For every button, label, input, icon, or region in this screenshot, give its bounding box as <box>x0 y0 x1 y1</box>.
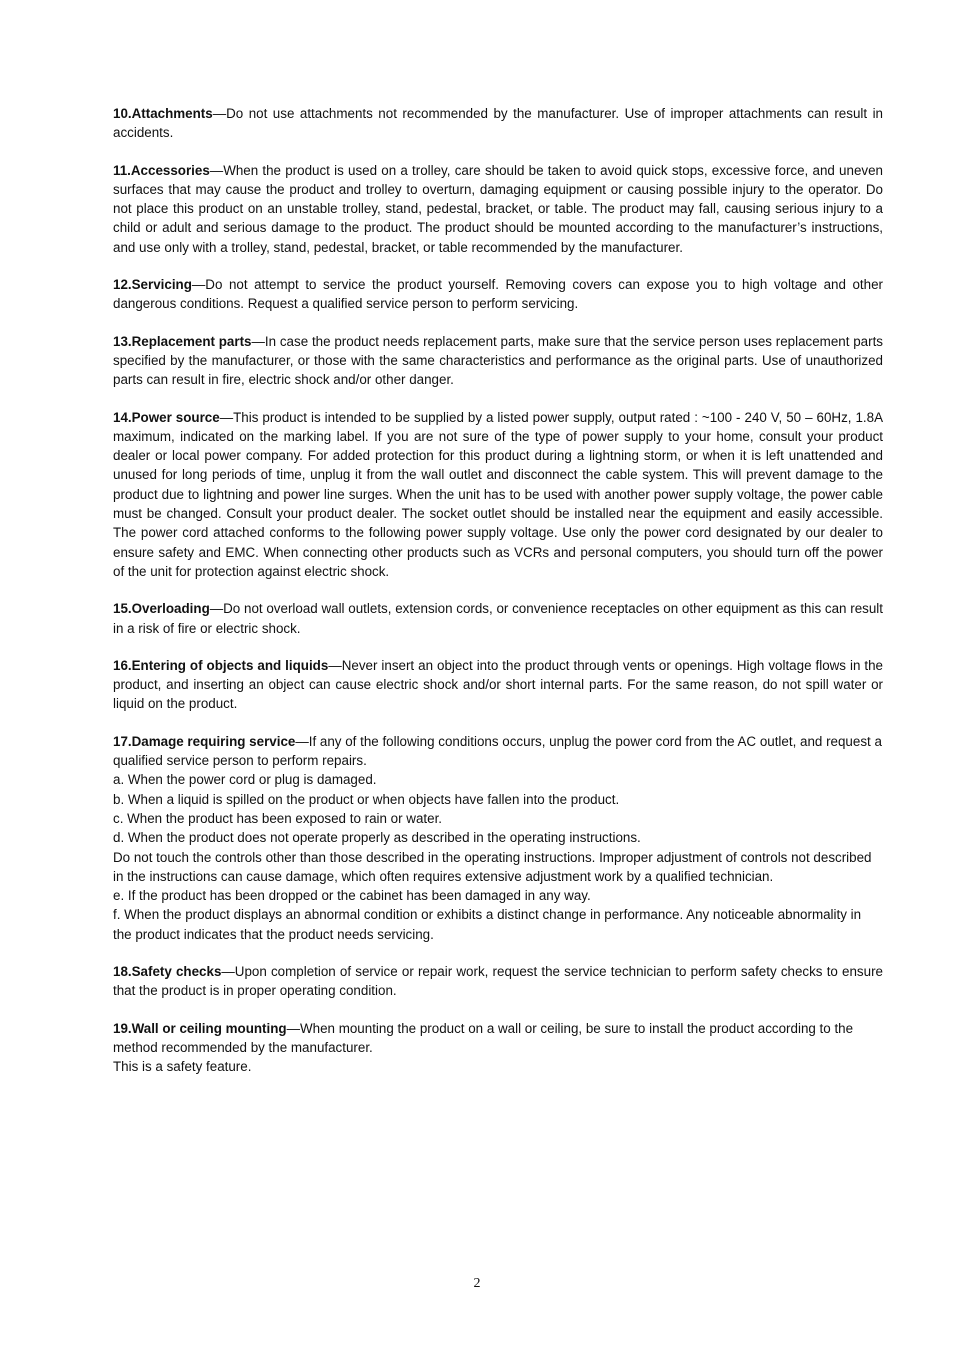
section-text: —When mounting the product on a wall or ceiling, be sure to install the product according to the method recommended by the manufacturer. <box>113 1020 854 1055</box>
section-attachments <box>113 104 883 143</box>
list-item: b. When a liquid is spilled on the product or when objects have fallen into the product. <box>113 791 620 807</box>
section-text: —Do not attempt to service the product yourself. Removing covers can expose you to high voltage and other dangerous conditions. Request a qualified service person to perform servicing. <box>113 277 883 312</box>
safety-feature-note: This is a safety feature. <box>113 1059 252 1075</box>
section-text: —Do not use attachments not recommended by the manufacturer. Use of improper attachments can result in accidents. <box>113 106 883 141</box>
note-text: Do not touch the controls other than those described in the operating instructions. Improper adjustment of controls not described in the instructions can cause damage, which often requires extensive adjustment work by a qualified technician. <box>113 849 872 884</box>
section-heading: 12.Servicing <box>113 277 192 293</box>
paragraph <box>113 599 883 638</box>
section-overloading <box>113 599 883 638</box>
paragraph <box>113 332 883 390</box>
section-text: —Do not overload wall outlets, extension cords, or convenience receptacles on other equipment as this can result in a risk of fire or electric shock. <box>113 601 883 636</box>
page-number: 2 <box>473 1276 481 1291</box>
section-entering-objects <box>113 656 883 714</box>
section-wall-ceiling-mounting <box>113 1019 883 1077</box>
paragraph <box>113 275 883 314</box>
section-heading: 15.Overloading <box>113 601 210 617</box>
section-damage-requiring-service <box>113 732 883 944</box>
paragraph <box>113 962 883 1001</box>
section-text: —This product is intended to be supplied by a listed power supply, output rated : ~100 - 240 V, 50 – 60Hz, 1.8A maximum, indicated on the marking label. If you are not sure of the type of power supply to your home, consult your product dealer or local power company. For added protection for this product during a lightning storm, or when it is left unattended and unused for long periods of time, unplug it from the wall outlet and disconnect the cable system. This will prevent damage to the product due to lightning and power line surges. When the unit has to be used with another power supply voltage, the power cable must be changed. Consult your product dealer. The socket outlet should be installed near the equipment and easily accessible. The power cord attached conforms to the following power supply voltage. Use only the power cord designated by our dealer to ensure safety and EMC. When connecting other products such as VCRs and personal computers, you should turn off the power of the unit for protection against electric shock. <box>113 409 884 579</box>
document-body <box>113 104 883 1094</box>
section-replacement-parts <box>113 332 883 390</box>
section-heading: 16.Entering of objects and liquids <box>113 657 329 673</box>
section-heading: 18.Safety checks <box>113 963 222 979</box>
section-heading: 19.Wall or ceiling mounting <box>113 1020 287 1036</box>
list-item: e. If the product has been dropped or the cabinet has been damaged in any way. <box>113 888 591 904</box>
paragraph <box>113 408 883 582</box>
paragraph <box>113 161 883 257</box>
section-heading: 14.Power source <box>113 409 220 425</box>
section-heading: 17.Damage requiring service <box>113 733 296 749</box>
section-heading: 13.Replacement parts <box>113 333 252 349</box>
list-item: f. When the product displays an abnormal condition or exhibits a distinct change in performance. Any noticeable abnormality in the product indicates that the product needs servicing. <box>113 907 862 942</box>
section-power-source <box>113 408 883 582</box>
section-heading: 10.Attachments <box>113 106 213 121</box>
paragraph <box>113 656 883 714</box>
section-text: —Never insert an object into the product through vents or openings. High voltage flows in the product, and inserting an object can cause electric shock and/or short internal parts. For the same reason, do not spill water or liquid on the product. <box>113 657 883 712</box>
paragraph <box>113 1019 883 1058</box>
list-item: a. When the power cord or plug is damaged. <box>113 772 377 788</box>
section-text: —Upon completion of service or repair work, request the service technician to perform safety checks to ensure that the product is in proper operating condition. <box>113 963 883 999</box>
section-accessories <box>113 161 883 257</box>
section-heading: 11.Accessories <box>113 162 210 178</box>
section-text: —If any of the following conditions occurs, unplug the power cord from the AC outlet, and request a qualified service person to perform repairs. <box>113 733 882 769</box>
section-text: —When the product is used on a trolley, care should be taken to avoid quick stops, excessive force, and uneven surfaces that may cause the product and trolley to overturn, damaging equipment or causing possible injury to the operator. Do not place this product on an unstable trolley, stand, pedestal, bracket, or table. The product may fall, causing serious injury to a child or adult and serious damage to the product. The product should be mounted according to the manufacturer’s instructions, and use only with a trolley, stand, pedestal, bracket, or table recommended by the manufacturer. <box>113 162 883 255</box>
paragraph <box>113 732 883 771</box>
list-item: d. When the product does not operate properly as described in the operating instructions. <box>113 830 641 846</box>
section-servicing <box>113 275 883 314</box>
section-text: —In case the product needs replacement parts, make sure that the service person uses replacement parts specified by the manufacturer, or those with the same characteristics and performance as the original parts. Use of unauthorized parts can result in fire, electric shock and/or other danger. <box>113 333 884 388</box>
section-safety-checks <box>113 962 883 1001</box>
list-item: c. When the product has been exposed to rain or water. <box>113 810 443 826</box>
paragraph <box>113 104 883 143</box>
